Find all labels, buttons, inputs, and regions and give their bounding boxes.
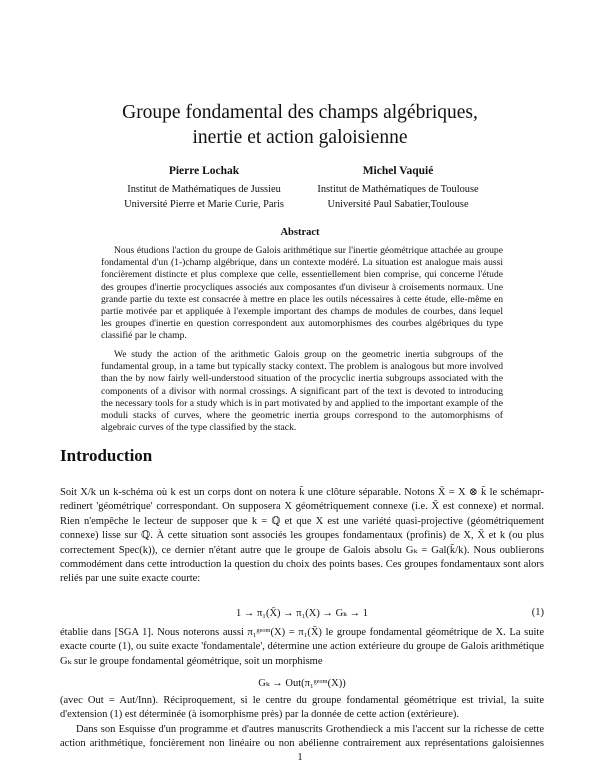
equation-1	[60, 607, 544, 619]
body-paragraph-2: établie dans [SGA 1]. Nous noterons aussi π₁ᵍᵉᵒᵐ(X) = π₁(X̄) le groupe fondamental géométrique de X. La suite exacte courte (1), ou suite exacte 'fondamentale', détermine une action extérieure du groupe de Galois arithmétique Gₖ sur le groupe fondamental géométrique, soit un morphisme	[60, 627, 544, 667]
author-2	[278, 164, 518, 213]
author-name: Michel Vaquié	[362, 165, 434, 177]
abstract-english: We study the action of the arithmetic Galois group on the geometric inertia subgroups of the fundamental group, in a tame but typically stacky context. The problem is analogous but more involved than the by now fairly well-understood situation of the procyclic inertia subgroups associated with the components of a divisor with normal crossings. A significant part of the text is devoted to introducing the necessary tools for a study which is in part motivated by and applied to the important example of the moduli stacks of curves, where the geometric inertia groups correspond to the automorphisms of algebraic curves of the type classified by the stack.	[101, 349, 503, 434]
equation-2-body: Gₖ → Out(π₁ᵍᵉᵒᵐ(X))	[258, 678, 346, 689]
abstract-heading: Abstract	[280, 227, 320, 238]
author-affiliation: Université Paul Sabatier,Toulouse	[327, 199, 469, 210]
author-affiliation: Institut de Mathématiques de Jussieu	[127, 183, 281, 195]
page-number: 1	[297, 752, 303, 763]
equation-1-body: 1 → π₁(X̄) → π₁(X) → Gₖ → 1	[236, 608, 368, 619]
body-paragraph-3: (avec Out = Aut/Inn). Réciproquement, si le centre du groupe fondamental géométrique est trivial, la suite d'extension (1) est déterminée (à isomorphisme près) par la donnée de cette action (extérieure).	[60, 695, 544, 721]
body-paragraph-1: Soit X/k un k-schéma où k est un corps dont on notera k̄ une clôture séparable. Notons X̄ = X ⊗ k̄ le schémapr-redinert 'géométrique' correspondant. On supposera X géométriquement connexe (i.e. X̄ est connexe) et normal. Rien n'empêche le lecteur de supposer que k = ℚ et que X est une variété quasi-projective (géométriquement connexe) lisse sur ℚ. À cette situation sont associés les groupes fondamentaux (profinis) de X, X̄ et k (ou plus correctement Spec(k)), ce dernier n'étant autre que le groupe de Galois absolu Gₖ = Gal(k̄/k). Nous oublierons commodément dans cette introduction la question du choix des points bases. Ces groupes fondamentaux sont alors reliés par une suite exacte courte:	[60, 487, 544, 585]
title-line-2: inertie et action galoisienne	[192, 127, 408, 148]
abstract-french: Nous étudions l'action du groupe de Galois arithmétique sur l'inertie géométrique attachée au groupe fondamental d'un (1-)champ algébrique, dans un contexte modéré. La situation est analogue mais aussi foncièrement distincte et plus complexe que celle, essentiellement bien comprise, qui concerne l'étude des groupes d'inertie procycliques associés aux composantes d'un diviseur à croisements normaux. Une grande partie du texte est consacrée à mettre en place les outils nécessaires à cette étude, elle-même en partie motivée par et appliquée à l'exemple important des champs de modules de courbes, dans lequel les groupes d'inertie en question correspondent aux automorphismes des courbes algébriques du type classifié par le champ.	[101, 245, 503, 342]
author-affiliation: Université Pierre et Marie Curie, Paris	[124, 199, 284, 210]
body-paragraph-4: Dans son Esquisse d'un programme et d'autres manuscrits Grothendieck a mis l'accent sur la richesse de cette action arithmétique, foncièrement non linéaire ou non abélienne contrairement aux représentations galoisiennes	[60, 724, 544, 750]
author-name: Pierre Lochak	[168, 165, 240, 177]
section-heading: Introduction	[60, 446, 153, 465]
title-line-1: Groupe fondamental des champs algébriques,	[122, 102, 478, 123]
equation-2	[60, 677, 544, 689]
paper-title	[0, 100, 600, 150]
equation-number: (1)	[531, 607, 544, 618]
author-affiliation: Institut de Mathématiques de Toulouse	[317, 183, 479, 195]
